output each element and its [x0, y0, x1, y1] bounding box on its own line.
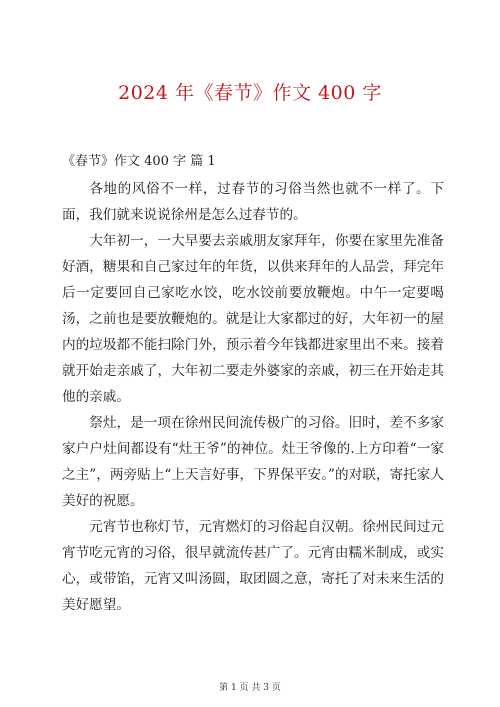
document-title: 2024 年《春节》作文 400 字: [118, 82, 382, 104]
paragraph: 祭灶，是一项在徐州民间流传极广的习俗。旧时，差不多家家户户灶间都设有“灶王爷”的神位。灶王爷像的.上方印着“一家之主”，两旁贴上“上天言好事，下界保平安。”的对联，寄托家人美好的祝愿。: [62, 415, 444, 509]
page-footer: 第 1 页 共 3 页: [219, 683, 281, 693]
paragraph: 各地的风俗不一样，过春节的习俗当然也就不一样了。下面，我们就来说说徐州是怎么过春节的。: [62, 181, 444, 223]
paragraph: 大年初一，一大早要去亲戚朋友家拜年，你要在家里先准备好酒，糖果和自己家过年的年货，以供来拜年的人品尝，拜完年后一定要回自己家吃水饺，吃水饺前要放鞭炮。中午一定要喝汤，之前也是要放鞭炮的。就是让大家都过的好，大年初一的屋内的垃圾都不能扫除门外，预示着今年钱都进家里出不来。接着就开始走亲戚了，大年初二要走外婆家的亲戚，初三在开始走其他的亲戚。: [62, 233, 444, 405]
document-body: [62, 176, 444, 618]
paragraph: 元宵节也称灯节，元宵燃灯的习俗起自汉朝。徐州民间过元宵节吃元宵的习俗，很早就流传甚广了。元宵由糯米制成，或实心，或带馅，元宵又叫汤圆，取团圆之意，寄托了对未来生活的美好愿望。: [62, 519, 444, 613]
section-heading: 《春节》作文 400 字 篇 1: [62, 154, 216, 169]
